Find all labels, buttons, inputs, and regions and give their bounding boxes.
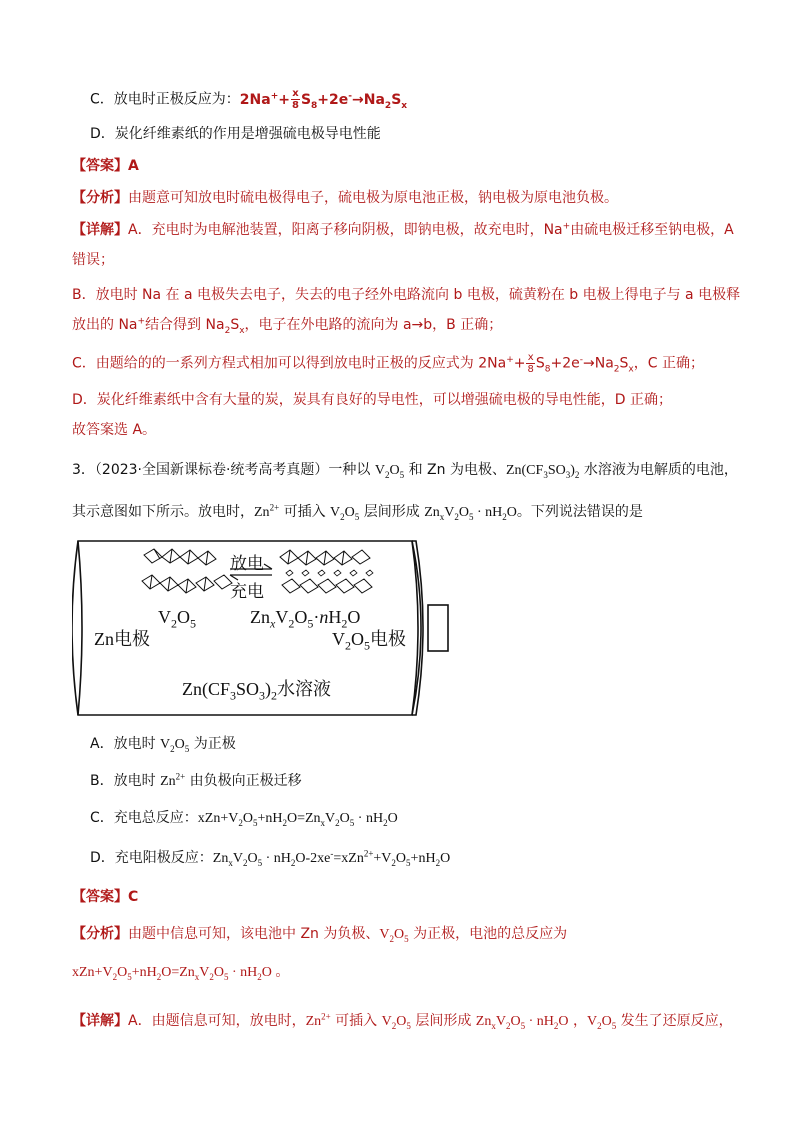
option-b: B．放电时 $Zn^{2+}$ 由负极向正极迁移 xyxy=(90,771,302,789)
answer-value: C xyxy=(128,889,139,905)
fraction: $\frac{x}{8}$ xyxy=(527,352,534,375)
discharge-label: 放电 xyxy=(230,554,264,573)
detail-b-line2: 放出的 Na+结合得到 $Na_2S_x$，电子在外电路的流向为 a→b，B 正确； xyxy=(72,316,503,336)
fraction: $\frac{x}{8}$ xyxy=(291,88,299,111)
option-a: A．放电时 $V_2O_5$ 为正极 xyxy=(90,736,236,754)
answer-value: A xyxy=(128,158,139,174)
option-d-top: D．炭化纤维素纸的作用是增强硫电极导电性能 xyxy=(90,126,381,142)
charge-label: 充电 xyxy=(230,582,264,601)
conclusion-line: 故答案选 A。 xyxy=(72,422,157,438)
detail-b-line1: B．放电时 Na 在 a 电极失去电子，失去的电子经外电路流向 b 电极，硫黄粉在 b 电极上得电子与 a 电极释 xyxy=(72,287,741,303)
battery-diagram xyxy=(72,537,464,719)
detail-2-line: 【详解】A．由题信息可知，放电时，$Zn^{2+}$ 可插入 $V_2O_5$ 层间形成 $Zn_xV_2O_5 \cdot nH_2O$ ，$V_2O_5$ 发生了还原反应， xyxy=(72,1011,733,1031)
detail-a-line2: 错误； xyxy=(72,252,114,268)
question3-line1: 3．（2023·全国新课标卷·统考高考真题）一种以 $V_2O_5$ 和 Zn 为电极、$Zn(CF_3SO_3)_2$ 水溶液为电解质的电池， xyxy=(72,462,738,480)
znv2o5-label: $Zn_xV_2O_5\cdot nH_2O$ xyxy=(250,607,361,631)
zn-electrode-label: Zn电极 xyxy=(94,629,150,649)
option-c: C．充电总反应：$xZn+V_2O_5+nH_2O=Zn_xV_2O_5 \cdot nH_2O$ xyxy=(90,810,398,828)
answer-line-2: 【答案】C xyxy=(72,889,139,905)
question3-line2: 其示意图如下所示。放电时，$Zn^{2+}$ 可插入 $V_2O_5$ 层间形成 $Zn_xV_2O_5 \cdot nH_2O$。下列说法错误的是 xyxy=(72,502,643,522)
formula: 2Na++ $\frac{x}{8}$ $S_8+2e^-\to Na_2S_x$ xyxy=(239,88,408,111)
option-d: D．充电阳极反应：$Zn_xV_2O_5 \cdot nH_2O-2xe^-=xZn^{2+}+V_2O_5+nH_2O$ xyxy=(90,848,451,868)
electrolyte-label: $Zn(CF_3SO_3)_2$水溶液 xyxy=(182,679,332,703)
analysis-equation: $xZn+V_2O_5+nH_2O=Zn_xV_2O_5 \cdot nH_2O$ 。 xyxy=(72,965,290,982)
answer-line: 【答案】A xyxy=(72,158,139,174)
option-c-top: C．放电时正极反应为：2Na++ $\frac{x}{8}$ $S_8+2e^-\to Na_2S_x$ xyxy=(90,88,408,111)
analysis-line-2: 【分析】由题中信息可知，该电池中 Zn 为负极、$V_2O_5$ 为正极，电池的总反应为 xyxy=(72,926,568,944)
v2o5-electrode-label: $V_2O_5$电极 xyxy=(332,629,406,653)
detail-c-line: C．由题给的的一系列方程式相加可以得到放电时正极的反应式为 2Na++ $\frac{x}{8}$ $S_8+2e^-\to Na_2S_x$，C 正确； xyxy=(72,352,704,375)
detail-a-line1: 【详解】A．充电时为电解池装置，阳离子移向阴极，即钠电极，故充电时，Na+由硫电极迁移至钠电极，A xyxy=(72,221,734,238)
v2o5-label: $V_2O_5$ xyxy=(158,607,196,631)
detail-d-line: D．炭化纤维素纸中含有大量的炭，炭具有良好的导电性，可以增强硫电极的导电性能，D 正确； xyxy=(72,392,673,408)
analysis-line: 【分析】由题意可知放电时硫电极得电子，硫电极为原电池正极，钠电极为原电池负极。 xyxy=(72,190,618,206)
